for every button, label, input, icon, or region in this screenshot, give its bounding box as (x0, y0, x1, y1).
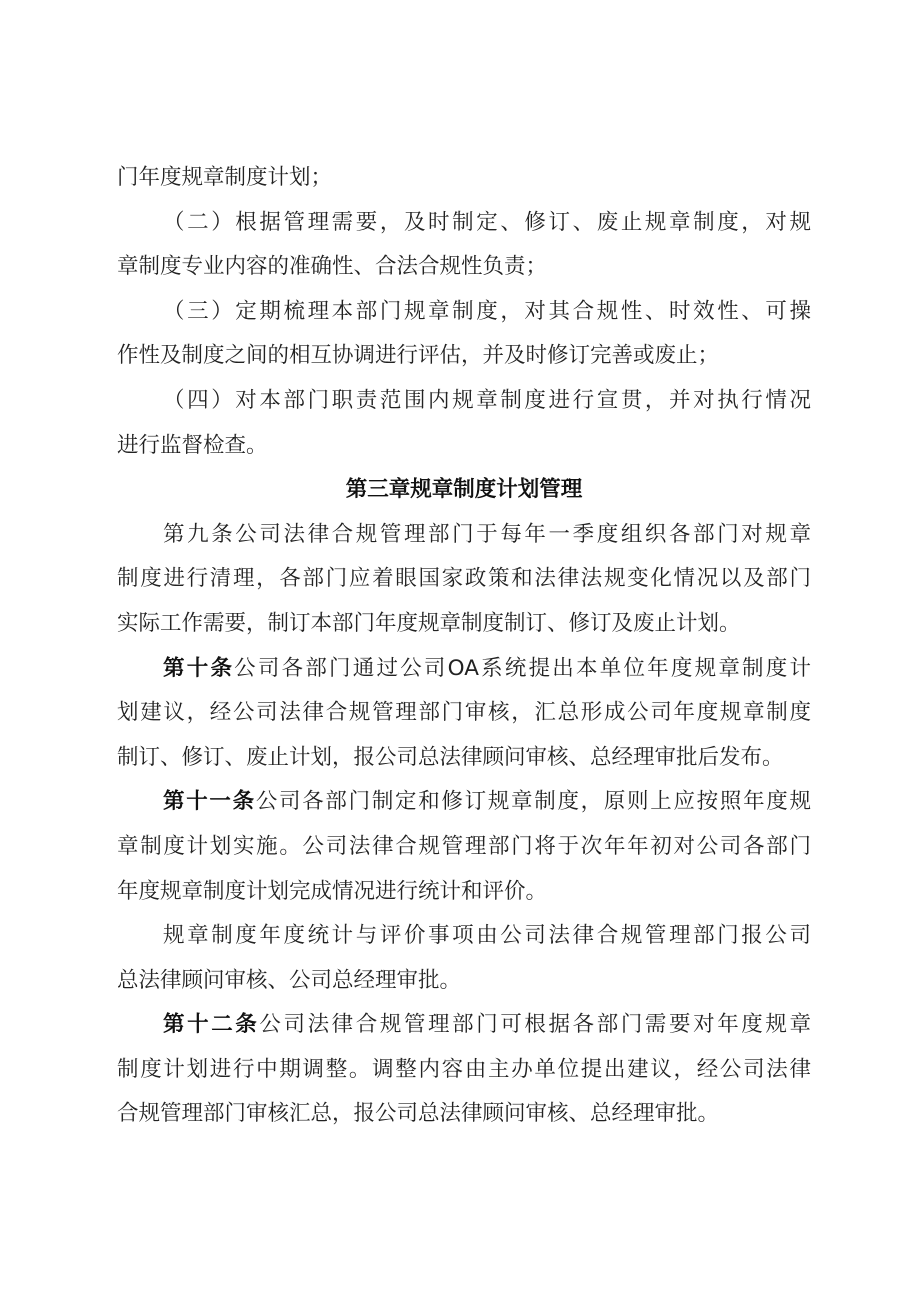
paragraph-line: 章制度专业内容的准确性、合法合规性负责； (117, 254, 548, 280)
article-11-text: 公司各部门制定和修订规章制度，原则上应按照年度规 (255, 789, 811, 815)
paragraph-line: （三）定期梳理本部门规章制度，对其合规性、时效性、可操 (163, 298, 811, 324)
article-9-line: 第九条公司法律合规管理部门于每年一季度组织各部门对规章 (163, 521, 811, 547)
article-12-text: 公司法律合规管理部门可根据各部门需要对年度规章 (259, 1012, 811, 1038)
article-11-line (117, 780, 811, 825)
paragraph-line: （四）对本部门职责范围内规章制度进行宣贯，并对执行情况 (163, 387, 811, 413)
chapter-heading: 第三章规章制度计划管理 (345, 477, 583, 503)
article-10-line: 制订、修订、废止计划，报公司总法律顾问审核、总经理审批后发布。 (117, 744, 784, 770)
article-12-title: 第十二条 (163, 1012, 260, 1038)
article-9-line: 制度进行清理，各部门应着眼国家政策和法律法规变化情况以及部门 (117, 566, 811, 592)
paragraph-line: 作性及制度之间的相互协调进行评估，并及时修订完善或废止； (117, 343, 720, 369)
paragraph-line: 规章制度年度统计与评价事项由公司法律合规管理部门报公司 (163, 923, 811, 949)
article-12-line (117, 1003, 811, 1048)
paragraph-line: 进行监督检查。 (117, 432, 268, 458)
article-11-line: 章制度计划实施。公司法律合规管理部门将于次年年初对公司各部门 (117, 833, 811, 859)
article-11-line: 年度规章制度计划完成情况进行统计和评价。 (117, 878, 548, 904)
article-10-title: 第十条 (163, 655, 235, 681)
article-12-line: 制度计划进行中期调整。调整内容由主办单位提出建议，经公司法律 (117, 1056, 811, 1082)
article-9-line: 实际工作需要，制订本部门年度规章制度制订、修订及废止计划。 (117, 610, 741, 636)
article-10-line (117, 647, 811, 692)
article-12-line: 合规管理部门审核汇总，报公司总法律顾问审核、总经理审批。 (117, 1101, 720, 1127)
paragraph-line: 门年度规章制度计划； (117, 165, 333, 190)
article-11-title: 第十一条 (163, 789, 256, 815)
article-10-text: 公司各部门通过公司OA系统提出本单位年度规章制度计 (234, 655, 811, 681)
paragraph-line: 总法律顾问审核、公司总经理审批。 (117, 967, 462, 993)
paragraph-line: （二）根据管理需要，及时制定、修订、废止规章制度，对规 (163, 209, 811, 235)
article-10-line: 划建议，经公司法律合规管理部门审核，汇总形成公司年度规章制度 (117, 700, 811, 726)
document-body (117, 156, 811, 1137)
